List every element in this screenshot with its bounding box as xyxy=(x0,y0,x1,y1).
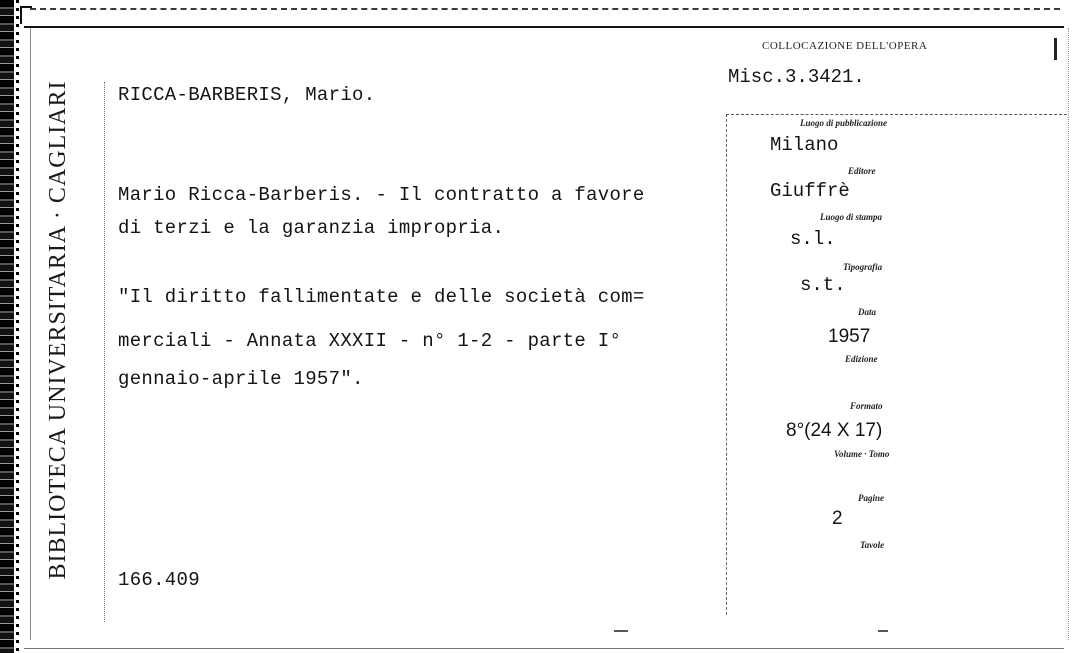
collocazione-value: Misc.3.3421. xyxy=(728,66,865,88)
bottom-rule xyxy=(24,648,1064,649)
tipografia-value: s.t. xyxy=(800,274,846,296)
right-edge-rule xyxy=(1068,28,1069,640)
tipografia-label: Tipografia xyxy=(843,262,883,272)
data-value: 1957 xyxy=(828,326,871,347)
card-left-edge-dots xyxy=(16,0,19,653)
inner-left-rule xyxy=(30,28,31,640)
body-line-4: merciali - Annata XXXII - n° 1-2 - parte I° xyxy=(118,330,622,352)
right-mark xyxy=(1054,38,1057,60)
bottom-mark xyxy=(878,630,888,632)
formato-label: Formato xyxy=(850,401,883,411)
pagine-value: 2 xyxy=(832,508,843,529)
volume-tomo-label: Volume · Tomo xyxy=(834,449,890,459)
body-line-1: Mario Ricca-Barberis. - Il contratto a favore xyxy=(118,184,645,206)
luogo-pubblicazione-label: Luogo di pubblicazione xyxy=(800,118,888,128)
library-header: BIBLIOTECA UNIVERSITARIA · CAGLIARI xyxy=(45,80,71,580)
edizione-label: Edizione xyxy=(845,354,878,364)
author-heading: RICCA-BARBERIS, Mario. xyxy=(118,84,376,106)
body-line-3: "Il diritto fallimentate e delle società com= xyxy=(118,286,645,308)
luogo-stampa-label: Luogo di stampa xyxy=(820,212,883,222)
luogo-pubblicazione-value: Milano xyxy=(770,134,839,156)
pagine-label: Pagine xyxy=(858,493,884,503)
editore-label: Editore xyxy=(848,166,876,176)
margin-dotted-rule xyxy=(104,82,105,622)
card-left-edge xyxy=(0,0,14,653)
body-line-5: gennaio-aprile 1957". xyxy=(118,368,364,390)
bottom-mark xyxy=(614,630,628,632)
data-label: Data xyxy=(858,307,876,317)
editore-value: Giuffrè xyxy=(770,180,850,202)
tavole-label: Tavole xyxy=(860,540,885,550)
luogo-stampa-value: s.l. xyxy=(790,228,836,250)
formato-value: 8°(24 X 17) xyxy=(786,420,883,441)
body-line-2: di terzi e la garanzia impropria. xyxy=(118,217,505,239)
collocazione-label: COLLOCAZIONE DELL'OPERA xyxy=(762,40,928,52)
top-solid-rule xyxy=(24,26,1064,28)
inventory-number: 166.409 xyxy=(118,569,200,591)
top-dashed-rule xyxy=(30,8,1060,10)
